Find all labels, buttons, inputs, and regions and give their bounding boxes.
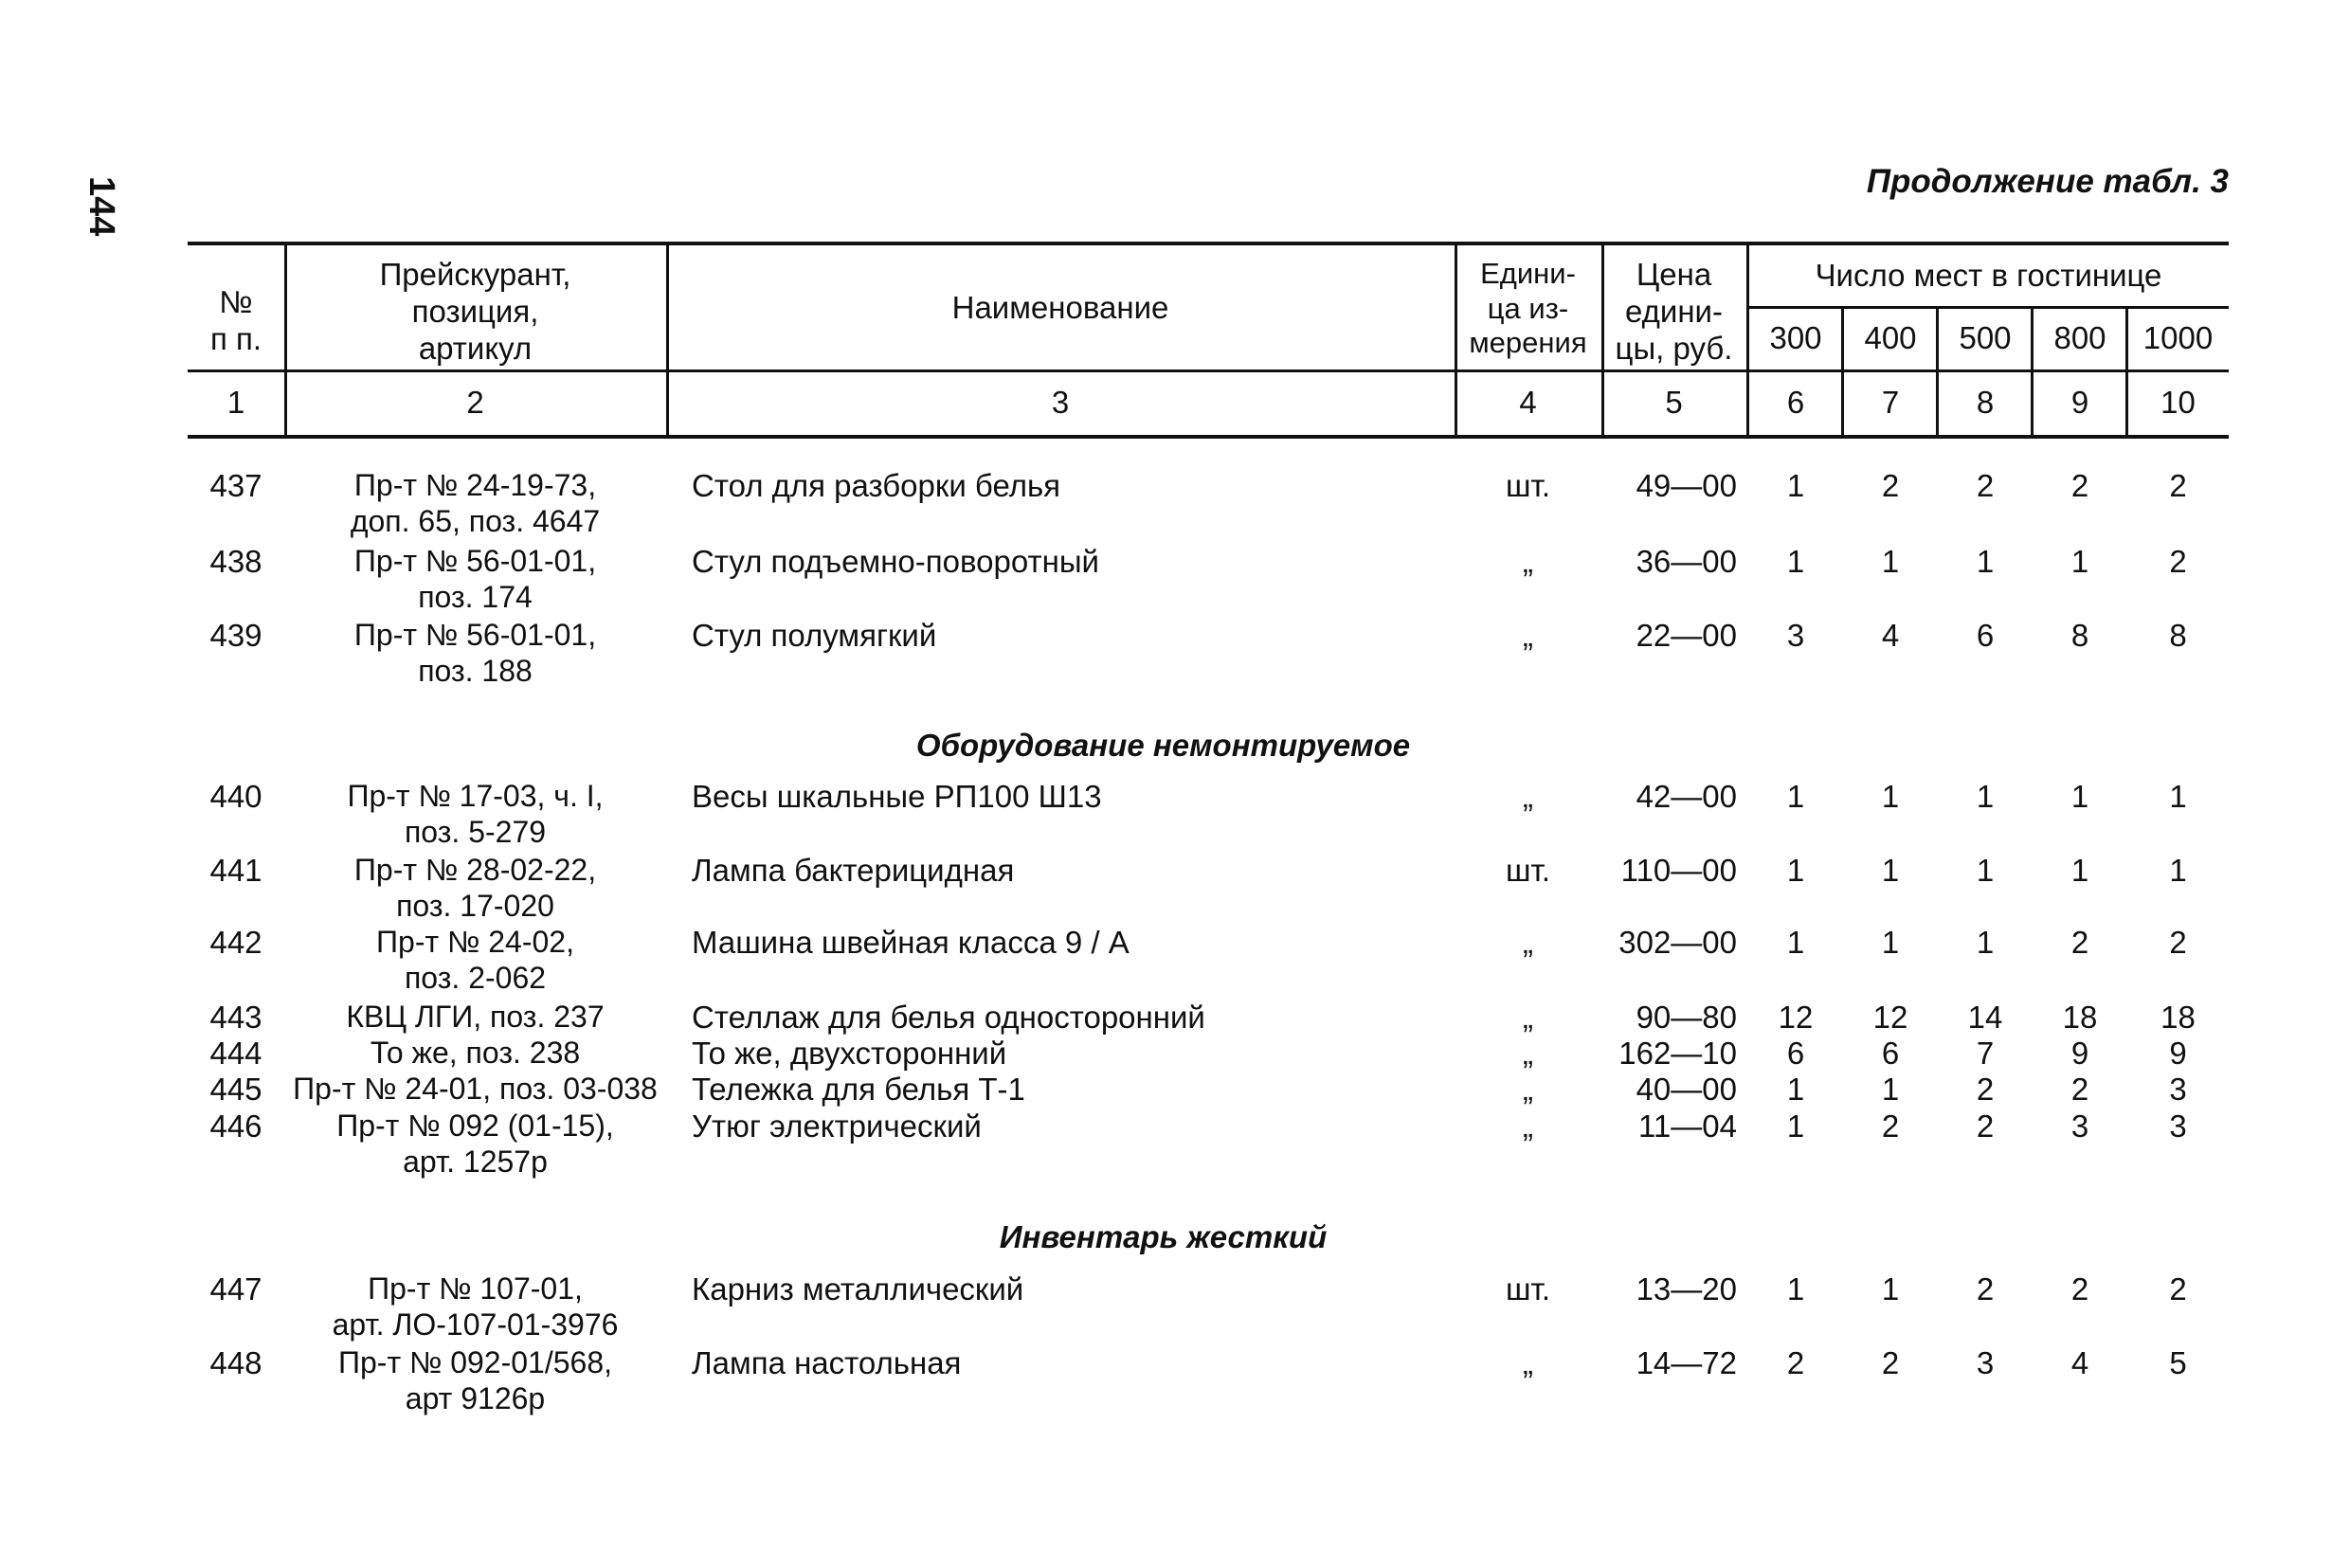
row-seats-quantity: 1 xyxy=(2169,853,2187,888)
table-continuation-title: Продолжение табл. 3 xyxy=(1866,163,2229,200)
row-pricelist: Пр-т № 56-01-01, поз. 188 xyxy=(353,618,597,688)
row-name: Весы шкальные РП100 Ш13 xyxy=(692,779,1102,814)
row-seats-quantity: 2 xyxy=(2070,925,2089,960)
row-seats-quantity: 2 xyxy=(2070,1072,2089,1107)
row-seats-quantity: 6 xyxy=(1976,618,1995,653)
row-unit: „ xyxy=(1523,544,1533,579)
row-price: 49—00 xyxy=(1636,468,1737,503)
row-pricelist: Пр-т № 17-03, ч. I, поз. 5-279 xyxy=(347,779,604,849)
header-seats-1000: 1000 xyxy=(2142,320,2214,355)
header-seats-group: Число мест в гостинице xyxy=(1815,258,2162,293)
row-seats-quantity: 1 xyxy=(2169,779,2187,814)
row-seats-quantity: 1 xyxy=(1976,853,1995,888)
column-number: 3 xyxy=(1051,385,1070,420)
row-seats-quantity: 1 xyxy=(1786,1271,1805,1307)
section-title: Оборудование немонтируемое xyxy=(915,728,1411,763)
row-seats-quantity: 1 xyxy=(1881,544,1900,579)
row-seats-quantity: 18 xyxy=(2160,1000,2196,1035)
table-top-rule xyxy=(188,242,2229,245)
header-separator-rule xyxy=(188,369,2229,372)
header-pricelist: Прейскурант, позиция, артикул xyxy=(379,257,571,366)
row-number: 439 xyxy=(209,618,262,653)
row-seats-quantity: 14 xyxy=(1967,1000,2003,1035)
row-name: Стул полумягкий xyxy=(692,618,937,653)
row-number: 441 xyxy=(209,853,262,888)
row-seats-quantity: 6 xyxy=(1786,1036,1805,1071)
row-seats-quantity: 2 xyxy=(1976,468,1995,503)
row-seats-quantity: 9 xyxy=(2070,1036,2089,1071)
header-bottom-rule xyxy=(188,435,2229,439)
row-seats-quantity: 1 xyxy=(1786,468,1805,503)
row-seats-quantity: 3 xyxy=(2070,1108,2089,1144)
header-unit: Едини- ца из- мерения xyxy=(1469,257,1587,360)
row-price: 110—00 xyxy=(1620,853,1737,888)
row-seats-quantity: 3 xyxy=(1976,1345,1995,1380)
row-seats-quantity: 2 xyxy=(2070,1271,2089,1307)
row-seats-quantity: 2 xyxy=(1881,468,1900,503)
row-seats-quantity: 18 xyxy=(2062,1000,2098,1035)
row-unit: „ xyxy=(1523,1345,1533,1380)
row-pricelist: Пр-т № 24-02, поз. 2-062 xyxy=(376,925,574,995)
row-unit: шт. xyxy=(1505,1271,1551,1307)
row-unit: „ xyxy=(1523,1000,1533,1035)
row-seats-quantity: 1 xyxy=(1786,853,1805,888)
row-unit: шт. xyxy=(1505,853,1551,888)
row-price: 42—00 xyxy=(1636,779,1737,814)
row-pricelist: Пр-т № 28-02-22, поз. 17-020 xyxy=(353,853,597,923)
row-number: 448 xyxy=(209,1345,262,1380)
header-price: Цена едини- цы, руб. xyxy=(1615,257,1733,366)
row-seats-quantity: 2 xyxy=(2169,468,2187,503)
row-seats-quantity: 2 xyxy=(2070,468,2089,503)
row-seats-quantity: 2 xyxy=(1881,1108,1900,1144)
column-number: 8 xyxy=(1976,385,1995,420)
row-seats-quantity: 1 xyxy=(1976,779,1995,814)
row-pricelist: Пр-т № 24-01, поз. 03-038 xyxy=(293,1072,658,1106)
row-seats-quantity: 1 xyxy=(1881,779,1900,814)
row-pricelist: Пр-т № 56-01-01, поз. 174 xyxy=(353,544,597,614)
row-number: 442 xyxy=(209,925,262,960)
row-unit: „ xyxy=(1523,779,1533,814)
column-number: 2 xyxy=(466,385,484,420)
row-pricelist: Пр-т № 107-01, арт. ЛО-107-01-3976 xyxy=(332,1271,619,1342)
row-name: Стул подъемно-поворотный xyxy=(692,544,1099,579)
row-name: Стеллаж для белья односторонний xyxy=(692,1000,1205,1035)
page-number: 144 xyxy=(81,176,121,237)
row-price: 302—00 xyxy=(1618,925,1737,960)
row-price: 13—20 xyxy=(1636,1271,1737,1307)
column-number: 1 xyxy=(226,385,245,420)
row-seats-quantity: 5 xyxy=(2169,1345,2187,1380)
row-name: Стол для разборки белья xyxy=(692,468,1061,503)
row-seats-quantity: 1 xyxy=(1786,1108,1805,1144)
row-seats-quantity: 3 xyxy=(2169,1072,2187,1107)
row-seats-quantity: 1 xyxy=(1786,1072,1805,1107)
row-number: 440 xyxy=(209,779,262,814)
seats-subheader-rule xyxy=(1748,306,2229,309)
row-seats-quantity: 8 xyxy=(2169,618,2187,653)
row-seats-quantity: 12 xyxy=(1872,1000,1908,1035)
row-seats-quantity: 1 xyxy=(1786,544,1805,579)
row-seats-quantity: 3 xyxy=(2169,1108,2187,1144)
header-seats-300: 300 xyxy=(1769,320,1822,355)
row-pricelist: КВЦ ЛГИ, поз. 237 xyxy=(346,1000,605,1034)
row-name: Тележка для белья Т-1 xyxy=(692,1072,1025,1107)
row-seats-quantity: 12 xyxy=(1778,1000,1814,1035)
row-price: 14—72 xyxy=(1636,1345,1737,1380)
row-seats-quantity: 4 xyxy=(1881,618,1900,653)
row-seats-quantity: 3 xyxy=(1786,618,1805,653)
header-seats-800: 800 xyxy=(2053,320,2106,355)
row-seats-quantity: 2 xyxy=(2169,1271,2187,1307)
column-number: 7 xyxy=(1881,385,1900,420)
row-number: 446 xyxy=(209,1108,262,1144)
row-seats-quantity: 1 xyxy=(1976,925,1995,960)
row-price: 162—10 xyxy=(1618,1036,1737,1071)
row-price: 22—00 xyxy=(1636,618,1737,653)
row-seats-quantity: 1 xyxy=(1786,925,1805,960)
column-number: 6 xyxy=(1786,385,1805,420)
row-seats-quantity: 1 xyxy=(1881,853,1900,888)
row-number: 444 xyxy=(209,1036,262,1071)
row-seats-quantity: 8 xyxy=(2070,618,2089,653)
header-seats-500: 500 xyxy=(1959,320,2012,355)
header-seats-400: 400 xyxy=(1864,320,1917,355)
section-title: Инвентарь жесткий xyxy=(999,1219,1328,1254)
row-pricelist: Пр-т № 092-01/568, арт 9126р xyxy=(337,1345,613,1415)
row-unit: „ xyxy=(1523,925,1533,960)
header-name: Наименование xyxy=(951,290,1169,325)
row-price: 36—00 xyxy=(1636,544,1737,579)
row-unit: шт. xyxy=(1505,468,1551,503)
row-number: 438 xyxy=(209,544,262,579)
row-number: 445 xyxy=(209,1072,262,1107)
row-seats-quantity: 2 xyxy=(2169,925,2187,960)
row-price: 11—04 xyxy=(1638,1108,1737,1144)
column-number: 5 xyxy=(1665,385,1683,420)
row-seats-quantity: 2 xyxy=(2169,544,2187,579)
row-seats-quantity: 1 xyxy=(1786,779,1805,814)
row-seats-quantity: 1 xyxy=(1881,925,1900,960)
row-pricelist: Пр-т № 24-19-73, доп. 65, поз. 4647 xyxy=(350,468,601,538)
row-number: 437 xyxy=(209,468,262,503)
row-seats-quantity: 1 xyxy=(2070,544,2089,579)
row-number: 443 xyxy=(209,1000,262,1035)
row-seats-quantity: 2 xyxy=(1976,1271,1995,1307)
row-seats-quantity: 6 xyxy=(1881,1036,1900,1071)
row-name: Утюг электрический xyxy=(692,1108,982,1144)
row-name: Лампа бактерицидная xyxy=(692,853,1015,888)
row-seats-quantity: 9 xyxy=(2169,1036,2187,1071)
row-seats-quantity: 1 xyxy=(2070,853,2089,888)
row-unit: „ xyxy=(1523,1036,1533,1071)
row-seats-quantity: 1 xyxy=(1976,544,1995,579)
row-seats-quantity: 4 xyxy=(2070,1345,2089,1380)
row-price: 90—80 xyxy=(1636,1000,1737,1035)
row-seats-quantity: 1 xyxy=(1881,1271,1900,1307)
row-pricelist: Пр-т № 092 (01-15), арт. 1257р xyxy=(336,1108,614,1179)
row-unit: „ xyxy=(1523,1072,1533,1107)
row-name: Машина швейная класса 9 / А xyxy=(692,925,1130,960)
row-name: Лампа настольная xyxy=(692,1345,962,1380)
header-num: № п п. xyxy=(209,284,262,356)
row-unit: „ xyxy=(1523,618,1533,653)
row-seats-quantity: 1 xyxy=(2070,779,2089,814)
column-number: 10 xyxy=(2160,385,2196,420)
row-name: То же, двухсторонний xyxy=(692,1036,1007,1071)
row-name: Карниз металлический xyxy=(692,1271,1024,1307)
row-price: 40—00 xyxy=(1636,1072,1737,1107)
row-seats-quantity: 1 xyxy=(1881,1072,1900,1107)
row-number: 447 xyxy=(209,1271,262,1307)
row-seats-quantity: 7 xyxy=(1976,1036,1995,1071)
row-seats-quantity: 2 xyxy=(1976,1072,1995,1107)
column-number: 9 xyxy=(2070,385,2089,420)
row-unit: „ xyxy=(1523,1108,1533,1144)
row-pricelist: То же, поз. 238 xyxy=(370,1036,581,1070)
row-seats-quantity: 2 xyxy=(1881,1345,1900,1380)
row-seats-quantity: 2 xyxy=(1786,1345,1805,1380)
column-number: 4 xyxy=(1519,385,1537,420)
row-seats-quantity: 2 xyxy=(1976,1108,1995,1144)
